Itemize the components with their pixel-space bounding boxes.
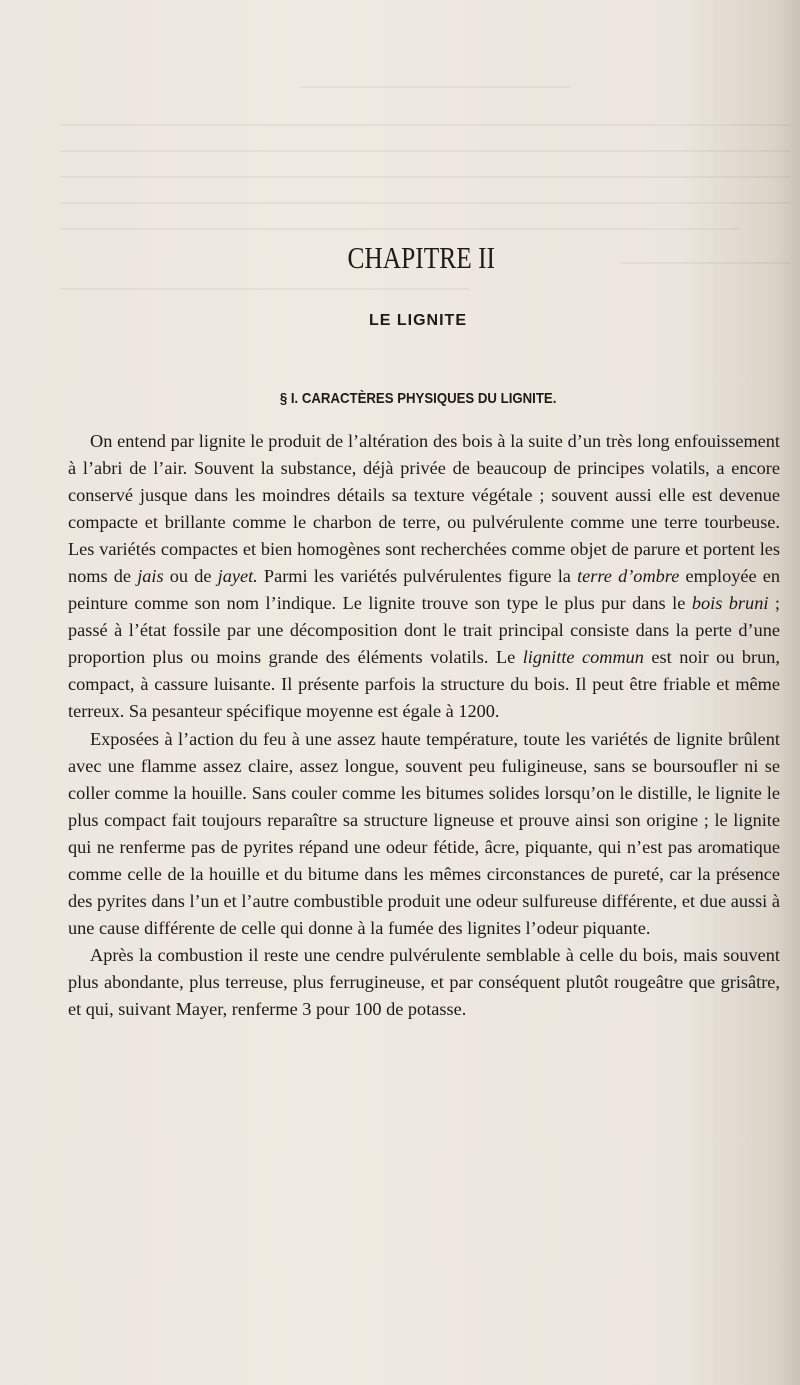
paragraph (68, 942, 780, 1023)
italic-term: lignitte commun (522, 647, 644, 668)
italic-term: terre d’ombre (577, 566, 680, 587)
section-heading-text: § I. CARACTÈRES PHYSIQUES DU LIGNITE. (279, 390, 557, 407)
text-run: employée en peinture comme son nom l’indique. Le lignite trouve son type le plus pur dans le (68, 566, 781, 614)
italic-term: bois bruni (691, 593, 769, 614)
text-run: est noir ou brun, compact, à cassure luisante. Il présente parfois la structure du bois. Il peut être friable et même terreux. Sa pesanteur spécifique moyenne est égale à 1200. (68, 647, 780, 722)
text-run: On entend par lignite le produit de l’altération des bois à la suite d’un très long enfouissement à l’abri de l’air. Souvent la substance, déjà privée de beaucoup de principes volatils, a encore conservé jusque dans les moindres détails sa texture végétale ; souvent aussi elle est devenue compacte et brillante comme le charbon de terre, ou pulvérulente comme une terre tourbeuse. Les variétés compactes et bien homogènes sont recherchées comme objet de parure et portent les noms de (68, 431, 780, 587)
italic-term: jayet. (217, 566, 258, 587)
chapter-title: CHAPITRE II (347, 240, 496, 275)
text-run: ou de (163, 566, 218, 587)
chapter-subtitle: LE LIGNITE (369, 312, 467, 329)
text-run: Exposées à l’action du feu à une assez haute température, toute les variétés de lignite brûlent avec une flamme assez claire, assez longue, souvent peu fuligineuse, sans se boursoufler ni se coller comme la houille. Sans couler comme les bitumes solides lorsqu’on le distille, le lignite le plus compact fait toujours reparaître sa structure ligneuse et prouve ainsi son origine ; le lignite qui ne renferme pas de pyrites répand une odeur fétide, âcre, piquante, qui n’est pas aromatique comme celle de la houille et du bitume dans les mêmes circonstances de pureté, car la présence des pyrites dans l’un et l’autre combustible produit une odeur sulfureuse différente, et due aussi à une cause différente de celle qui donne à la fumée des lignites l’odeur piquante. (68, 728, 780, 938)
text-run: Parmi les variétés pulvérulentes figure la (257, 566, 578, 587)
section-heading (18, 390, 800, 407)
text-run: Après la combustion il reste une cendre pulvérulente semblable à celle du bois, mais souvent plus abondante, plus terreuse, plus ferrugineuse, et par conséquent plutôt rougeâtre que grisâtre, et qui, suivant Mayer, renferme 3 pour 100 de potasse. (68, 944, 780, 1019)
paragraph (68, 428, 780, 726)
italic-term: jais (137, 566, 164, 587)
body-text (68, 428, 780, 1023)
paragraph (68, 726, 780, 942)
text-run: ; passé à l’état fossile par une décomposition dont le trait principal consiste dans la perte d’une proportion plus ou moins grande des éléments volatils. Le (68, 593, 780, 668)
